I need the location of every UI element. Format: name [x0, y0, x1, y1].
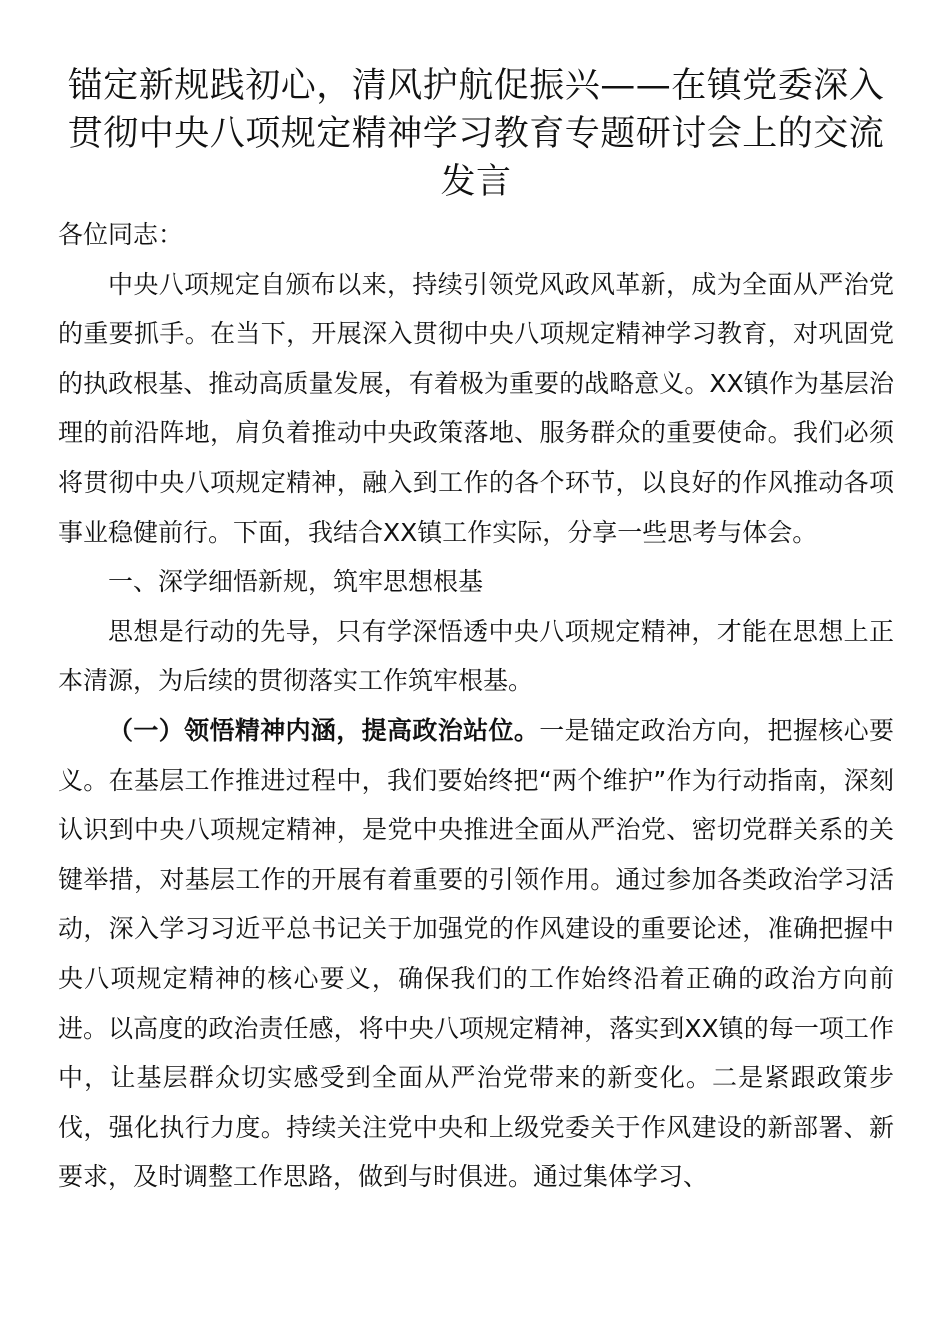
subsection-heading: （一）领悟精神内涵，提高政治站位。 — [108, 715, 540, 745]
section-paragraph: 思想是行动的先导，只有学深悟透中央八项规定精神，才能在思想上正本清源，为后续的贯彻落实工作筑牢根基。 — [58, 616, 894, 696]
subsection-paragraph — [58, 706, 894, 1202]
salutation: 各位同志： — [58, 220, 184, 249]
document-page — [58, 62, 894, 1202]
intro-paragraph: 中央八项规定自颁布以来，持续引领党风政风革新，成为全面从严治党的重要抓手。在当下，开展深入贯彻中央八项规定精神学习教育，对巩固党的执政根基、推动高质量发展，有着极为重要的战略意义。XX镇作为基层治理的前沿阵地，肩负着推动中央政策落地、服务群众的重要使命。我们必须将贯彻中央八项规定精神，融入到工作的各个环节，以良好的作风推动各项事业稳健前行。下面，我结合XX镇工作实际，分享一些思考与体会。 — [58, 269, 894, 547]
document-body — [58, 210, 894, 1202]
document-title: 锚定新规践初心，清风护航促振兴——在镇党委深入贯彻中央八项规定精神学习教育专题研讨会上的交流发言 — [67, 66, 885, 202]
section-heading: 一、深学细悟新规，筑牢思想根基 — [108, 567, 484, 597]
subsection-body: 一是锚定政治方向，把握核心要义。在基层工作推进过程中，我们要始终把“两个维护”作为行动指南，深刻认识到中央八项规定精神，是党中央推进全面从严治党、密切党群关系的关键举措，对基层工作的开展有着重要的引领作用。通过参加各类政治学习活动，深入学习习近平总书记关于加强党的作风建设的重要论述，准确把握中央八项规定精神的核心要义，确保我们的工作始终沿着正确的政治方向前进。以高度的政治责任感，将中央八项规定精神，落实到XX镇的每一项工作中，让基层群众切实感受到全面从严治党带来的新变化。二是紧跟政策步伐，强化执行力度。持续关注党中央和上级党委关于作风建设的新部署、新要求，及时调整工作思路，做到与时俱进。通过集体学习、 — [58, 715, 894, 1192]
